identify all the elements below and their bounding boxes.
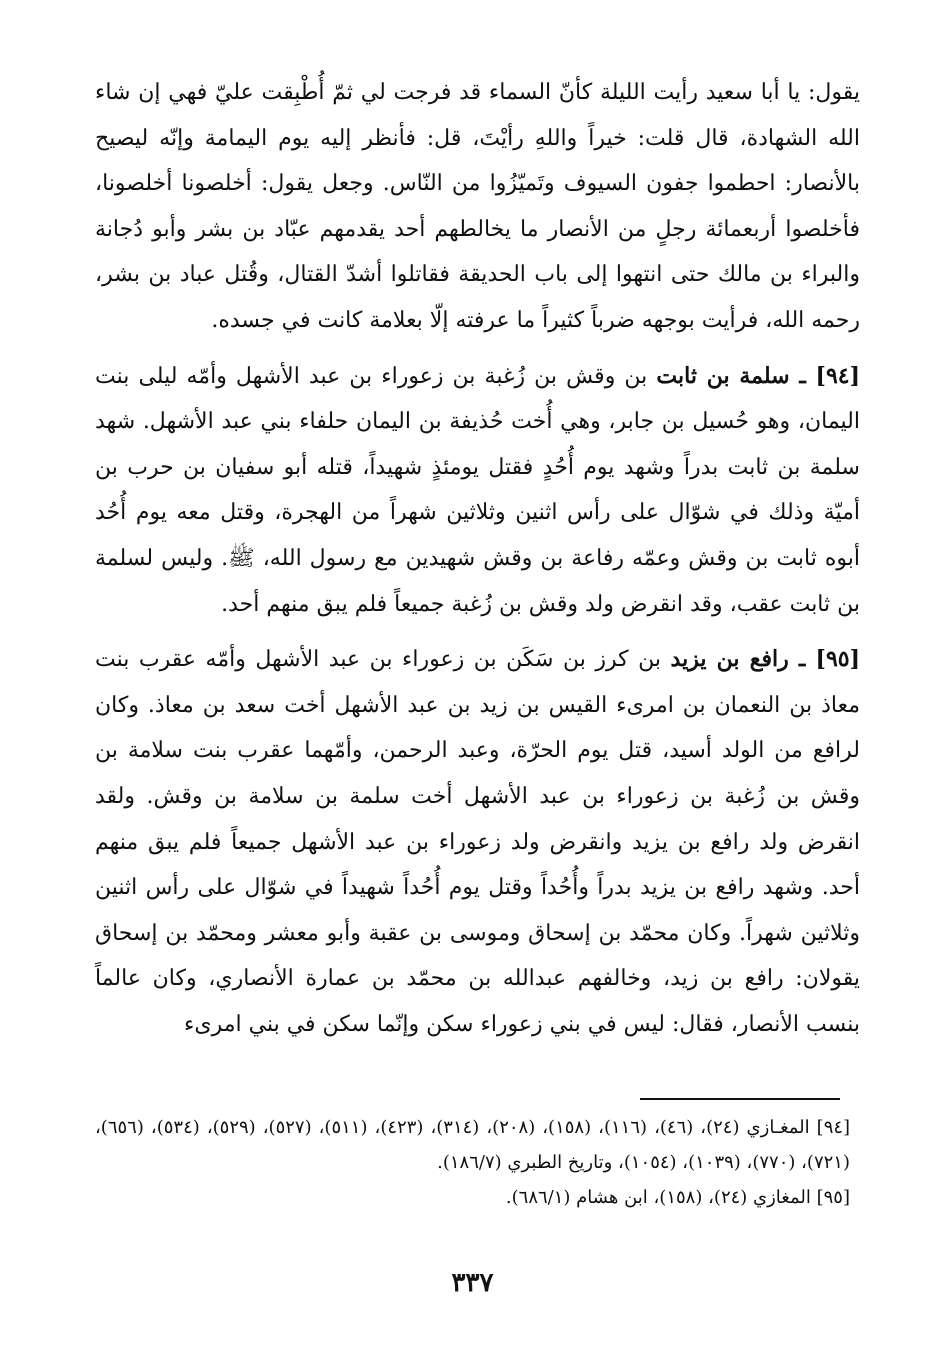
footnote-divider: [640, 1098, 840, 1100]
footnote-95: [٩٥] المغازي (٢٤)، (١٥٨)، ابن هشام (٦٨٦/١).: [505, 1187, 850, 1208]
page-number: ٣٣٧: [451, 1268, 494, 1298]
footnote-94: [٩٤] المغـازي (٢٤)، (٤٦)، (١١٦)، (١٥٨)، (٢٠٨)، (٣١٤)، (٤٢٣)، (٥١١)، (٥٢٧)، (٥٢٩)، (٥٣٤)، (٦٥٦)، (٧٢١)، (٧٧٠)، (١٠٣٩)، (١٠٥٤)، وتاريخ الطبري (١٨٦/٧).: [95, 1117, 851, 1173]
main-text: [95, 70, 860, 1047]
entry-94-heading: [٩٤] ـ سلمة بن ثابت: [656, 362, 860, 389]
entry-94-text: بن وقش بن زُغبة بن زعوراء بن عبد الأشهل وأمّه ليلى بنت اليمان، وهو حُسيل بن جابر، وهي أُخت حُذيفة بن اليمان حلفاء بني عبد الأشهل. شهد سلمة بن ثابت بدراً وشهد يوم أُحُدٍ فقتل يومئذٍ شهيداً، قتله أبو سفيان بن حرب بن أميّة وذلك في شوّال على رأس اثنين وثلاثين شهراً من الهجرة، وقتل معه يوم أُحُد أبوه ثابت بن وقش وعمّه رفاعة بن وقش شهيدين مع رسول الله، ﷺ. وليس لسلمة بن ثابت عقب، وقد انقرض ولد وقش بن زُغبة جميعاً فلم يبق منهم أحد.: [95, 363, 860, 617]
entry-95-text: بن كرز بن سَكَن بن زعوراء بن عبد الأشهل وأمّه عقرب بنت معاذ بن النعمان بن امرىء القيس بن زيد بن عبد الأشهل أخت سعد بن معاذ. وكان لرافع من الولد أسيد، قتل يوم الحرّة، وعبد الرحمن، وأمّهما عقرب بنت سلامة بن وقش بن زُغبة بن زعوراء بن عبد الأشهل أخت سلمة بن سلامة بن وقش. ولقد انقرض ولد رافع بن يزيد وانقرض ولد زعوراء بن عبد الأشهل جميعاً فلم يبق منهم أحد. وشهد رافع بن يزيد بدراً وأُحُداً وقتل يوم أُحُداً شهيداً في شوّال على رأس اثنين وثلاثين شهراً. وكان محمّد بن إسحاق وموسى بن عقبة وأبو معشر ومحمّد بن إسحاق يقولان: رافع بن زيد، وخالفهم عبدالله بن محمّد بن عمارة الأنصاري، وكان عالماً بنسب الأنصار، فقال: ليس في بني زعوراء سكن وإنّما سكن في بني امرىء: [95, 647, 861, 1037]
entry-95: [95, 637, 860, 1047]
entry-94: [95, 354, 860, 628]
footnotes: [95, 1110, 850, 1215]
intro-paragraph: يقول: يا أبا سعيد رأيت الليلة كأنّ السماء قد فرجت لي ثمّ أُطْبِقت عليّ فهي إن شاء الله الشهادة، قال قلت: خيراً واللهِ رأيْتَ، قل: فأنظر إليه يوم اليمامة وإنّه ليصيح بالأنصار: احطموا جفون السيوف وتَميّزُوا من النّاس. وجعل يقول: أخلصونا أخلصونا، فأخلصوا أربعمائة رجلٍ من الأنصار ما يخالطهم أحد يقدمهم عبّاد بن بشر وأبو دُجانة والبراء بن مالك حتى انتهوا إلى باب الحديقة فقاتلوا أشدّ القتال، وقُتل عباد بن بشر، رحمه الله، فرأيت بوجهه ضرباً كثيراً ما عرفته إلّا بعلامة كانت في جسده.: [95, 80, 860, 333]
entry-95-heading: [٩٥] ـ رافع بن يزيد: [670, 646, 860, 673]
